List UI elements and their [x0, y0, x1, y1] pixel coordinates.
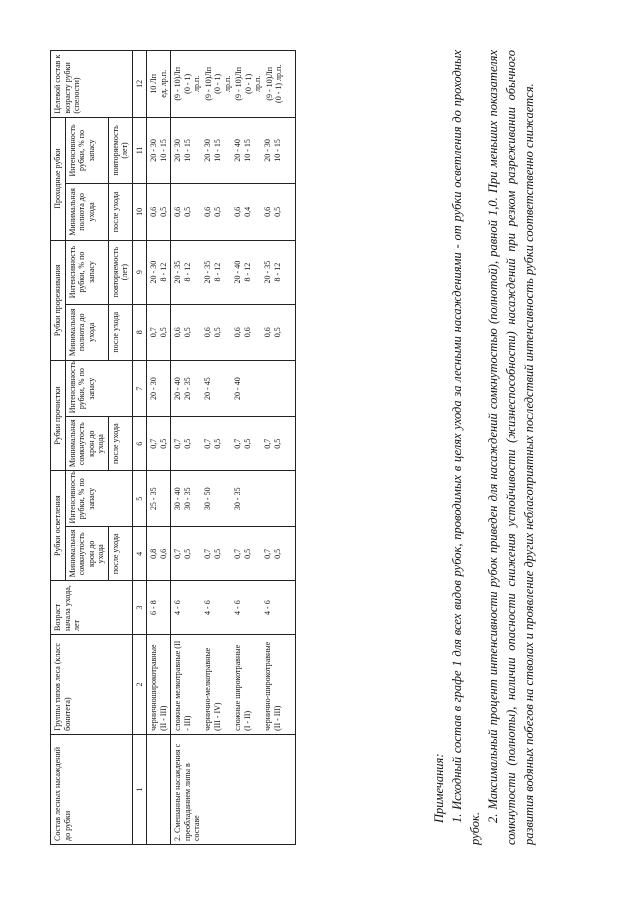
header-min-closure-1: Минимальная сомкнутость крон до ухода	[65, 527, 108, 581]
col-number-5: 5	[132, 471, 147, 527]
header-after-4: после ухода	[108, 184, 132, 240]
header-after-1: после ухода	[108, 527, 132, 581]
table-row-section-2	[171, 51, 296, 845]
col-number-7: 7	[132, 360, 147, 416]
header-thinning: Рубки прореживания	[51, 240, 66, 360]
cell-c9-stack: 20 - 35 8 - 12 20 - 35 8 - 12 20 - 40 8 - 12 20 - 35 8 - 12	[171, 240, 296, 304]
cell-c5: 25 - 35	[147, 471, 171, 527]
thinning-norms-table	[50, 50, 296, 845]
col-number-9: 9	[132, 240, 147, 304]
cell-c11-stack: 20 - 30 10 - 15 20 - 30 10 - 15 20 - 40 10 - 15 20 - 30 10 - 15	[171, 117, 296, 184]
header-min-density-2: Минимальная полнота до ухода	[65, 184, 108, 240]
col-number-6: 6	[132, 417, 147, 471]
header-intensity-3: Интенсивность рубки, % по запасу	[65, 240, 108, 304]
cell-c7-stack: 20 - 40 20 - 35 20 - 45 20 - 40	[171, 360, 296, 416]
header-intensity-1: Интенсивность рубки, % по запасу	[65, 471, 132, 527]
header-repeat-1: повторяемость (лет)	[108, 240, 132, 304]
header-intensity-4: Интенсивность рубки, % по запасу	[65, 117, 108, 184]
header-after-3: после ухода	[108, 304, 132, 360]
note-2: 2. Максимальный процент интенсивности рубок приведен для насаждений сомкнутостью (полнотой), равной 1,0. При меньших показателях сомкнутости (полноты), наличии опасности снижения устойчивости (жизнеспособности) насаждений при резком разреживании обычного развития водяных побегов на стволах и проявление других неблагоприятных последствий интенсивность рубки соответственно снижается.	[486, 50, 536, 845]
header-target: Целевой состав к возрасту рубки (спелости)	[51, 51, 133, 118]
notes-title: Примечания:	[432, 753, 446, 823]
header-min-density-1: Минимальная полнота до ухода	[65, 304, 108, 360]
cell-c11: 20 - 30 10 - 15	[147, 117, 171, 184]
forest-group-cell: черничноширокотравные (II - III)	[147, 635, 171, 735]
col-number-2: 2	[132, 635, 147, 735]
col-number-10: 10	[132, 184, 147, 240]
forest-group-cell-stack: сложные мелкотравные (II - III) чернично-мелкотравные (III - IV) сложные широкотравные (I - II) чернично-широкотравные (II - III)	[171, 635, 296, 735]
cell-c6-stack: 0,7 0,5 0,7 0,5 0,7 0,5 0,7 0,5	[171, 417, 296, 471]
col-number-8: 8	[132, 304, 147, 360]
note-1: 1. Исходный состав в графе 1 для всех видов рубок, проводимых в целях ухода за лесными насаждениями - от рубки осветления до проходных рубок.	[450, 50, 482, 845]
header-row-1	[51, 51, 66, 845]
start-age-cell-stack: 4 - 6 4 - 6 4 - 6 4 - 6	[171, 581, 296, 635]
col-number-4: 4	[132, 527, 147, 581]
col-number-1: 1	[132, 734, 147, 844]
header-cleaning: Рубки прочистки	[51, 360, 66, 470]
cell-c6: 0,7 0,5	[147, 417, 171, 471]
header-intensity-2: Интенсивность рубки, % по запасу	[65, 360, 132, 416]
table-row	[147, 51, 171, 845]
notes-block	[430, 50, 538, 845]
cell-c9: 20 - 30 8 - 12	[147, 240, 171, 304]
col-number-3: 3	[132, 581, 147, 635]
col-number-11: 11	[132, 117, 147, 184]
cell-c10-stack: 0,6 0,5 0,6 0,5 0,6 0,4 0,6 0,5	[171, 184, 296, 240]
header-repeat-2: повторяемость (лет)	[108, 117, 132, 184]
header-composition: Состав лесных насаждений до рубки	[51, 734, 133, 844]
cell-c7: 20 - 30	[147, 360, 171, 416]
cell-c8: 0,7 0,5	[147, 304, 171, 360]
start-age-cell: 6 - 8	[147, 581, 171, 635]
header-passing: Проходные рубки	[51, 117, 66, 240]
cell-c5-stack: 30 - 40 30 - 35 30 - 50 30 - 35	[171, 471, 296, 527]
header-forest-groups: Группы типов леса (класс бонитета)	[51, 635, 133, 735]
cell-c10: 0,6 0,5	[147, 184, 171, 240]
composition-cell-empty	[147, 734, 171, 844]
cell-c12-stack: (9 - 10)Лп (0 - 1) лр.п. (9 - 10)Лп (0 - 1) лр.п. (9 - 10)Лп (0 - 1) лр.п. (9 - 10)Лп (0 - 1) лр.п.	[171, 51, 296, 118]
cell-c8-stack: 0,6 0,5 0,6 0,5 0,6 0,6 0,6 0,5	[171, 304, 296, 360]
cell-c12: 10 Лп ед. лр.п.	[147, 51, 171, 118]
header-clarification: Рубки осветления	[51, 471, 66, 581]
cell-c4: 0,8 0,6	[147, 527, 171, 581]
header-start-age: Возраст начала ухода, лет	[51, 581, 133, 635]
composition-cell-section-2: 2. Смешанные насаждения с преобладанием липы в составе	[171, 734, 296, 844]
cell-c4-stack: 0,7 0,5 0,7 0,5 0,7 0,5 0,7 0,5	[171, 527, 296, 581]
header-min-closure-2: Минимальная сомкнутость крон до ухода	[65, 417, 108, 471]
header-after-2: после ухода	[108, 417, 132, 471]
column-number-row	[132, 51, 147, 845]
col-number-12: 12	[132, 51, 147, 118]
